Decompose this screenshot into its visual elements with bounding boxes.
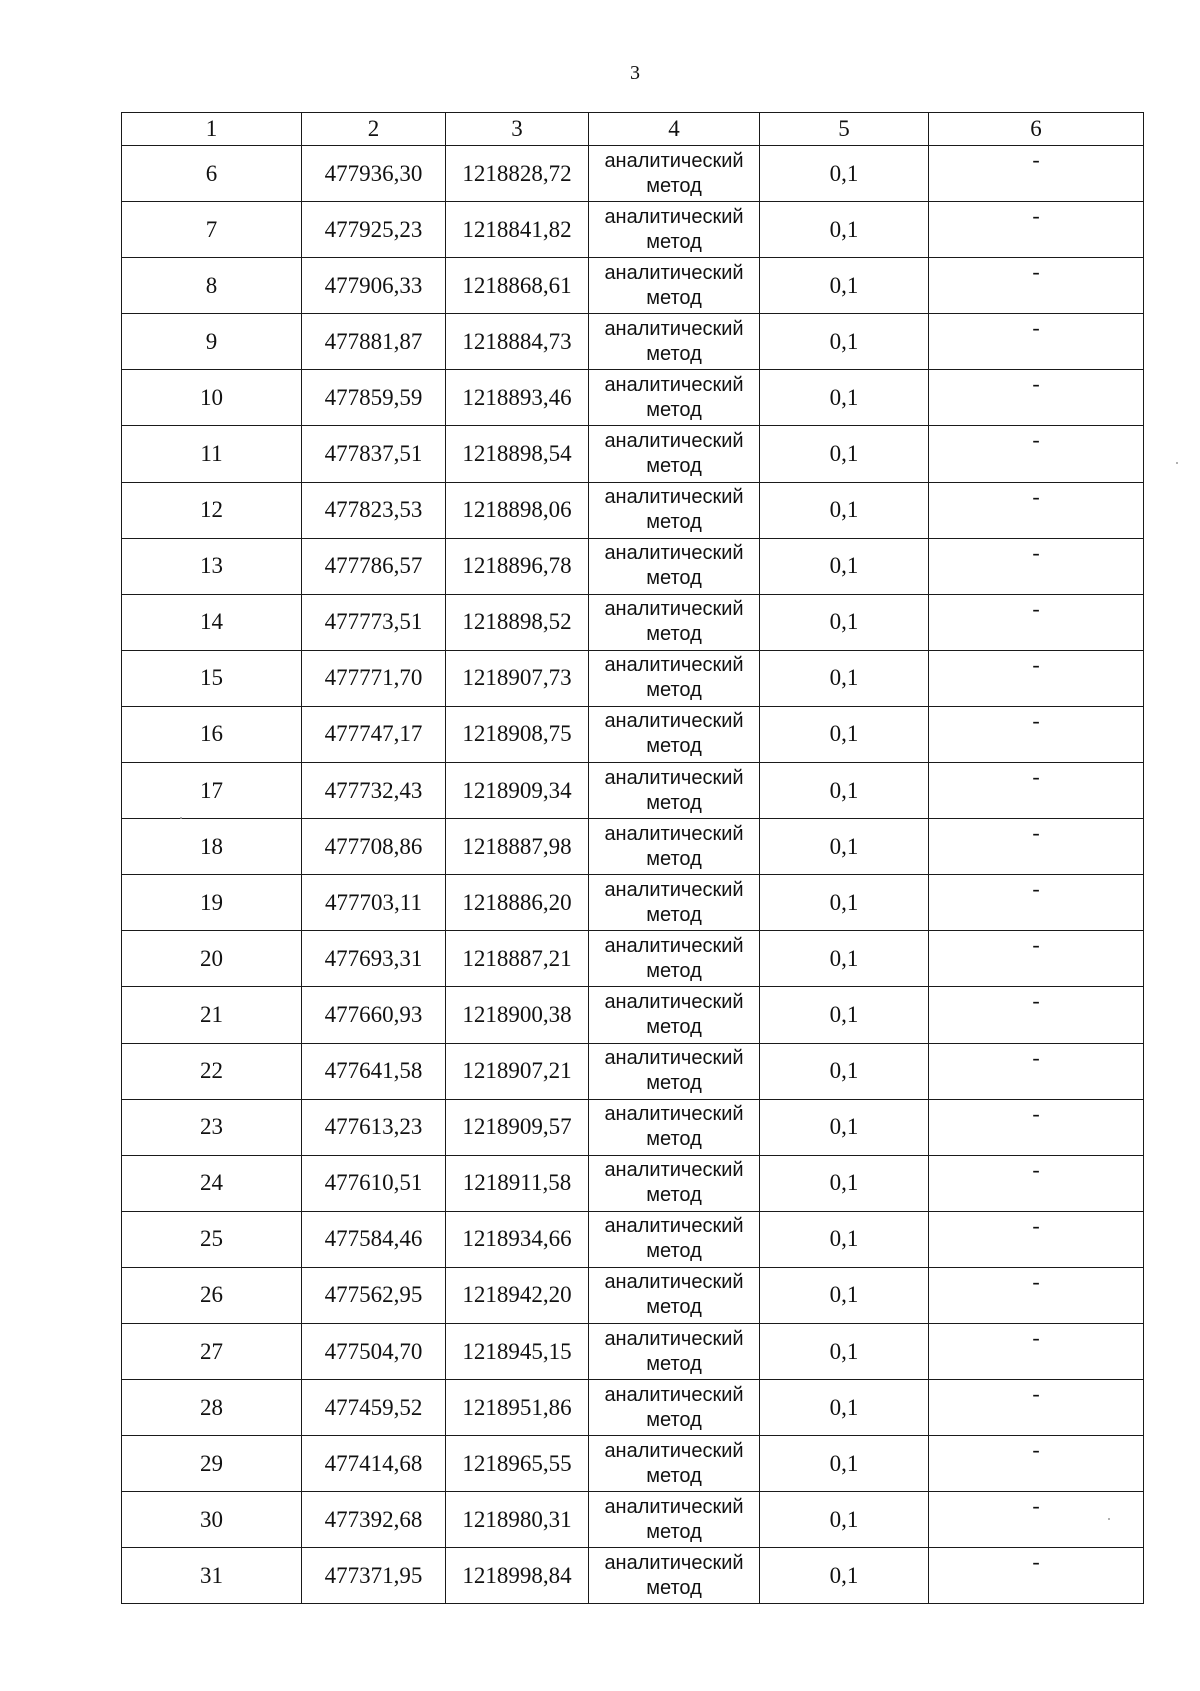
column-header: 4 xyxy=(589,113,760,146)
point-number-cell: 14 xyxy=(122,594,302,650)
accuracy-cell: 0,1 xyxy=(760,482,929,538)
method-line1: аналитический xyxy=(604,1327,744,1350)
point-number-cell: 27 xyxy=(122,1323,302,1379)
accuracy-cell: 0,1 xyxy=(760,1155,929,1211)
point-number-cell: 30 xyxy=(122,1492,302,1548)
method-cell xyxy=(589,1323,760,1379)
scan-speck xyxy=(180,817,182,819)
point-number-cell: 7 xyxy=(122,202,302,258)
note-text: - xyxy=(1032,1324,1040,1350)
table-row xyxy=(122,1548,1144,1604)
note-cell xyxy=(929,819,1144,875)
method-line1: аналитический xyxy=(604,430,744,453)
method-line2: метод xyxy=(646,847,702,870)
method-cell xyxy=(589,1436,760,1492)
point-number-cell: 28 xyxy=(122,1380,302,1436)
y-coordinate-cell: 1218896,78 xyxy=(446,538,589,594)
note-cell xyxy=(929,1492,1144,1548)
method-line2: метод xyxy=(646,1296,702,1319)
point-number-cell: 31 xyxy=(122,1548,302,1604)
y-coordinate-cell: 1218998,84 xyxy=(446,1548,589,1604)
method-line2: метод xyxy=(646,1015,702,1038)
method-line2: метод xyxy=(646,1520,702,1543)
x-coordinate-cell: 477925,23 xyxy=(302,202,446,258)
x-coordinate-cell: 477459,52 xyxy=(302,1380,446,1436)
note-text: - xyxy=(1032,259,1040,285)
accuracy-cell: 0,1 xyxy=(760,538,929,594)
method-line2: метод xyxy=(646,455,702,478)
note-cell xyxy=(929,314,1144,370)
method-cell xyxy=(589,482,760,538)
note-text: - xyxy=(1032,371,1040,397)
y-coordinate-cell: 1218898,52 xyxy=(446,594,589,650)
x-coordinate-cell: 477414,68 xyxy=(302,1436,446,1492)
accuracy-cell: 0,1 xyxy=(760,258,929,314)
note-cell xyxy=(929,146,1144,202)
x-coordinate-cell: 477881,87 xyxy=(302,314,446,370)
x-coordinate-cell: 477936,30 xyxy=(302,146,446,202)
method-line1: аналитический xyxy=(604,654,744,677)
column-header: 3 xyxy=(446,113,589,146)
x-coordinate-cell: 477392,68 xyxy=(302,1492,446,1548)
y-coordinate-cell: 1218886,20 xyxy=(446,875,589,931)
method-line2: метод xyxy=(646,1240,702,1263)
method-line1: аналитический xyxy=(604,149,744,172)
note-cell xyxy=(929,1548,1144,1604)
accuracy-cell: 0,1 xyxy=(760,1380,929,1436)
method-line1: аналитический xyxy=(604,990,744,1013)
accuracy-cell: 0,1 xyxy=(760,1267,929,1323)
x-coordinate-cell: 477786,57 xyxy=(302,538,446,594)
x-coordinate-cell: 477771,70 xyxy=(302,650,446,706)
method-cell xyxy=(589,1267,760,1323)
x-coordinate-cell: 477504,70 xyxy=(302,1323,446,1379)
method-line1: аналитический xyxy=(604,1103,744,1126)
note-cell xyxy=(929,426,1144,482)
accuracy-cell: 0,1 xyxy=(760,1099,929,1155)
y-coordinate-cell: 1218945,15 xyxy=(446,1323,589,1379)
note-cell xyxy=(929,1099,1144,1155)
table-row xyxy=(122,650,1144,706)
table-row xyxy=(122,370,1144,426)
point-number-cell: 12 xyxy=(122,482,302,538)
y-coordinate-cell: 1218828,72 xyxy=(446,146,589,202)
x-coordinate-cell: 477823,53 xyxy=(302,482,446,538)
point-number-cell: 8 xyxy=(122,258,302,314)
method-cell xyxy=(589,650,760,706)
method-cell xyxy=(589,1155,760,1211)
y-coordinate-cell: 1218951,86 xyxy=(446,1380,589,1436)
x-coordinate-cell: 477703,11 xyxy=(302,875,446,931)
table-row xyxy=(122,931,1144,987)
point-number-cell: 15 xyxy=(122,650,302,706)
note-cell xyxy=(929,258,1144,314)
table-row xyxy=(122,1492,1144,1548)
note-cell xyxy=(929,1267,1144,1323)
method-line1: аналитический xyxy=(604,261,744,284)
column-header: 6 xyxy=(929,113,1144,146)
method-line2: метод xyxy=(646,1128,702,1151)
note-text: - xyxy=(1032,1044,1040,1070)
y-coordinate-cell: 1218909,57 xyxy=(446,1099,589,1155)
method-cell xyxy=(589,931,760,987)
method-cell xyxy=(589,426,760,482)
method-line1: аналитический xyxy=(604,1159,744,1182)
x-coordinate-cell: 477708,86 xyxy=(302,819,446,875)
column-header: 1 xyxy=(122,113,302,146)
note-cell xyxy=(929,875,1144,931)
method-line2: метод xyxy=(646,567,702,590)
method-cell xyxy=(589,258,760,314)
point-number-cell: 24 xyxy=(122,1155,302,1211)
point-number-cell: 18 xyxy=(122,819,302,875)
note-cell xyxy=(929,650,1144,706)
x-coordinate-cell: 477693,31 xyxy=(302,931,446,987)
x-coordinate-cell: 477610,51 xyxy=(302,1155,446,1211)
x-coordinate-cell: 477613,23 xyxy=(302,1099,446,1155)
scan-speck xyxy=(1108,1518,1110,1520)
method-cell xyxy=(589,1548,760,1604)
x-coordinate-cell: 477562,95 xyxy=(302,1267,446,1323)
note-cell xyxy=(929,987,1144,1043)
method-line1: аналитический xyxy=(604,1271,744,1294)
y-coordinate-cell: 1218887,21 xyxy=(446,931,589,987)
method-line1: аналитический xyxy=(604,486,744,509)
point-number-cell: 29 xyxy=(122,1436,302,1492)
note-cell xyxy=(929,482,1144,538)
table-row xyxy=(122,763,1144,819)
method-cell xyxy=(589,1099,760,1155)
accuracy-cell: 0,1 xyxy=(760,1436,929,1492)
y-coordinate-cell: 1218980,31 xyxy=(446,1492,589,1548)
note-text: - xyxy=(1032,651,1040,677)
method-line2: метод xyxy=(646,1352,702,1375)
x-coordinate-cell: 477837,51 xyxy=(302,426,446,482)
column-header: 2 xyxy=(302,113,446,146)
method-line2: метод xyxy=(646,286,702,309)
note-cell xyxy=(929,1323,1144,1379)
note-cell xyxy=(929,1436,1144,1492)
point-number-cell: 19 xyxy=(122,875,302,931)
y-coordinate-cell: 1218887,98 xyxy=(446,819,589,875)
method-line1: аналитический xyxy=(604,710,744,733)
method-line1: аналитический xyxy=(604,766,744,789)
method-line1: аналитический xyxy=(604,878,744,901)
table-row xyxy=(122,314,1144,370)
accuracy-cell: 0,1 xyxy=(760,1548,929,1604)
method-line1: аналитический xyxy=(604,822,744,845)
scan-speck xyxy=(1176,462,1178,464)
method-line1: аналитический xyxy=(604,934,744,957)
table-header-row xyxy=(122,113,1144,146)
accuracy-cell: 0,1 xyxy=(760,875,929,931)
y-coordinate-cell: 1218907,73 xyxy=(446,650,589,706)
table-row xyxy=(122,1155,1144,1211)
accuracy-cell: 0,1 xyxy=(760,314,929,370)
method-line1: аналитический xyxy=(604,1439,744,1462)
point-number-cell: 13 xyxy=(122,538,302,594)
y-coordinate-cell: 1218898,06 xyxy=(446,482,589,538)
y-coordinate-cell: 1218868,61 xyxy=(446,258,589,314)
method-line1: аналитический xyxy=(604,1495,744,1518)
accuracy-cell: 0,1 xyxy=(760,819,929,875)
y-coordinate-cell: 1218908,75 xyxy=(446,706,589,762)
x-coordinate-cell: 477773,51 xyxy=(302,594,446,650)
note-cell xyxy=(929,706,1144,762)
y-coordinate-cell: 1218911,58 xyxy=(446,1155,589,1211)
method-line1: аналитический xyxy=(604,598,744,621)
method-line2: метод xyxy=(646,1464,702,1487)
note-text: - xyxy=(1032,1212,1040,1238)
method-line2: метод xyxy=(646,735,702,758)
x-coordinate-cell: 477641,58 xyxy=(302,1043,446,1099)
table-row xyxy=(122,1436,1144,1492)
accuracy-cell: 0,1 xyxy=(760,987,929,1043)
x-coordinate-cell: 477660,93 xyxy=(302,987,446,1043)
method-line2: метод xyxy=(646,679,702,702)
accuracy-cell: 0,1 xyxy=(760,1211,929,1267)
method-cell xyxy=(589,706,760,762)
method-cell xyxy=(589,594,760,650)
method-line2: метод xyxy=(646,1408,702,1431)
note-text: - xyxy=(1032,427,1040,453)
y-coordinate-cell: 1218841,82 xyxy=(446,202,589,258)
table-row xyxy=(122,706,1144,762)
note-cell xyxy=(929,202,1144,258)
table-row xyxy=(122,538,1144,594)
x-coordinate-cell: 477732,43 xyxy=(302,763,446,819)
y-coordinate-cell: 1218898,54 xyxy=(446,426,589,482)
note-cell xyxy=(929,1380,1144,1436)
method-line1: аналитический xyxy=(604,542,744,565)
method-line2: метод xyxy=(646,791,702,814)
method-line1: аналитический xyxy=(604,205,744,228)
accuracy-cell: 0,1 xyxy=(760,1043,929,1099)
note-text: - xyxy=(1032,820,1040,846)
y-coordinate-cell: 1218965,55 xyxy=(446,1436,589,1492)
table-row xyxy=(122,594,1144,650)
table-row xyxy=(122,819,1144,875)
accuracy-cell: 0,1 xyxy=(760,650,929,706)
method-line1: аналитический xyxy=(604,1551,744,1574)
method-cell xyxy=(589,538,760,594)
table-row xyxy=(122,1267,1144,1323)
accuracy-cell: 0,1 xyxy=(760,706,929,762)
table-row xyxy=(122,1380,1144,1436)
point-number-cell: 16 xyxy=(122,706,302,762)
point-number-cell: 11 xyxy=(122,426,302,482)
table-row xyxy=(122,1323,1144,1379)
note-text: - xyxy=(1032,1549,1040,1575)
note-text: - xyxy=(1032,483,1040,509)
table-row xyxy=(122,426,1144,482)
note-text: - xyxy=(1032,203,1040,229)
note-text: - xyxy=(1032,1381,1040,1407)
note-text: - xyxy=(1032,932,1040,958)
note-cell xyxy=(929,1043,1144,1099)
note-text: - xyxy=(1032,539,1040,565)
method-line1: аналитический xyxy=(604,1383,744,1406)
note-text: - xyxy=(1032,1100,1040,1126)
method-cell xyxy=(589,1043,760,1099)
table-row xyxy=(122,202,1144,258)
method-cell xyxy=(589,763,760,819)
note-cell xyxy=(929,1155,1144,1211)
column-header: 5 xyxy=(760,113,929,146)
method-cell xyxy=(589,819,760,875)
note-text: - xyxy=(1032,988,1040,1014)
y-coordinate-cell: 1218884,73 xyxy=(446,314,589,370)
note-text: - xyxy=(1032,764,1040,790)
accuracy-cell: 0,1 xyxy=(760,931,929,987)
x-coordinate-cell: 477371,95 xyxy=(302,1548,446,1604)
point-number-cell: 23 xyxy=(122,1099,302,1155)
accuracy-cell: 0,1 xyxy=(760,146,929,202)
point-number-cell: 26 xyxy=(122,1267,302,1323)
note-text: - xyxy=(1032,147,1040,172)
method-line2: метод xyxy=(646,959,702,982)
method-cell xyxy=(589,1380,760,1436)
table-row xyxy=(122,875,1144,931)
y-coordinate-cell: 1218893,46 xyxy=(446,370,589,426)
note-text: - xyxy=(1032,1437,1040,1463)
x-coordinate-cell: 477906,33 xyxy=(302,258,446,314)
x-coordinate-cell: 477584,46 xyxy=(302,1211,446,1267)
table-row xyxy=(122,987,1144,1043)
method-line2: метод xyxy=(646,511,702,534)
method-line2: метод xyxy=(646,903,702,926)
x-coordinate-cell: 477747,17 xyxy=(302,706,446,762)
method-cell xyxy=(589,202,760,258)
method-line1: аналитический xyxy=(604,1047,744,1070)
method-line1: аналитический xyxy=(604,317,744,340)
accuracy-cell: 0,1 xyxy=(760,1492,929,1548)
coordinates-table xyxy=(121,112,1144,1604)
table-row xyxy=(122,1043,1144,1099)
table-row xyxy=(122,146,1144,202)
note-text: - xyxy=(1032,1493,1040,1519)
y-coordinate-cell: 1218934,66 xyxy=(446,1211,589,1267)
note-cell xyxy=(929,931,1144,987)
note-text: - xyxy=(1032,707,1040,733)
method-line2: метод xyxy=(646,398,702,421)
y-coordinate-cell: 1218907,21 xyxy=(446,1043,589,1099)
method-line2: метод xyxy=(646,1072,702,1095)
note-text: - xyxy=(1032,595,1040,621)
method-cell xyxy=(589,314,760,370)
point-number-cell: 10 xyxy=(122,370,302,426)
point-number-cell: 6 xyxy=(122,146,302,202)
point-number-cell: 21 xyxy=(122,987,302,1043)
y-coordinate-cell: 1218942,20 xyxy=(446,1267,589,1323)
method-line2: метод xyxy=(646,174,702,197)
accuracy-cell: 0,1 xyxy=(760,426,929,482)
point-number-cell: 17 xyxy=(122,763,302,819)
point-number-cell: 9 xyxy=(122,314,302,370)
method-line1: аналитический xyxy=(604,373,744,396)
method-cell xyxy=(589,146,760,202)
method-line2: метод xyxy=(646,1576,702,1599)
accuracy-cell: 0,1 xyxy=(760,594,929,650)
accuracy-cell: 0,1 xyxy=(760,1323,929,1379)
note-cell xyxy=(929,370,1144,426)
x-coordinate-cell: 477859,59 xyxy=(302,370,446,426)
point-number-cell: 25 xyxy=(122,1211,302,1267)
accuracy-cell: 0,1 xyxy=(760,370,929,426)
method-line2: метод xyxy=(646,230,702,253)
page-number: 3 xyxy=(630,62,640,84)
table-row xyxy=(122,258,1144,314)
method-cell xyxy=(589,875,760,931)
method-cell xyxy=(589,987,760,1043)
y-coordinate-cell: 1218909,34 xyxy=(446,763,589,819)
accuracy-cell: 0,1 xyxy=(760,202,929,258)
method-line1: аналитический xyxy=(604,1215,744,1238)
method-cell xyxy=(589,370,760,426)
method-line2: метод xyxy=(646,623,702,646)
note-cell xyxy=(929,594,1144,650)
table-row xyxy=(122,482,1144,538)
table-row xyxy=(122,1099,1144,1155)
note-text: - xyxy=(1032,876,1040,902)
accuracy-cell: 0,1 xyxy=(760,763,929,819)
note-text: - xyxy=(1032,1268,1040,1294)
y-coordinate-cell: 1218900,38 xyxy=(446,987,589,1043)
method-cell xyxy=(589,1492,760,1548)
note-cell xyxy=(929,538,1144,594)
point-number-cell: 22 xyxy=(122,1043,302,1099)
method-cell xyxy=(589,1211,760,1267)
point-number-cell: 20 xyxy=(122,931,302,987)
note-text: - xyxy=(1032,1156,1040,1182)
method-line2: метод xyxy=(646,1184,702,1207)
table-row xyxy=(122,1211,1144,1267)
note-cell xyxy=(929,763,1144,819)
note-text: - xyxy=(1032,315,1040,341)
method-line2: метод xyxy=(646,342,702,365)
note-cell xyxy=(929,1211,1144,1267)
